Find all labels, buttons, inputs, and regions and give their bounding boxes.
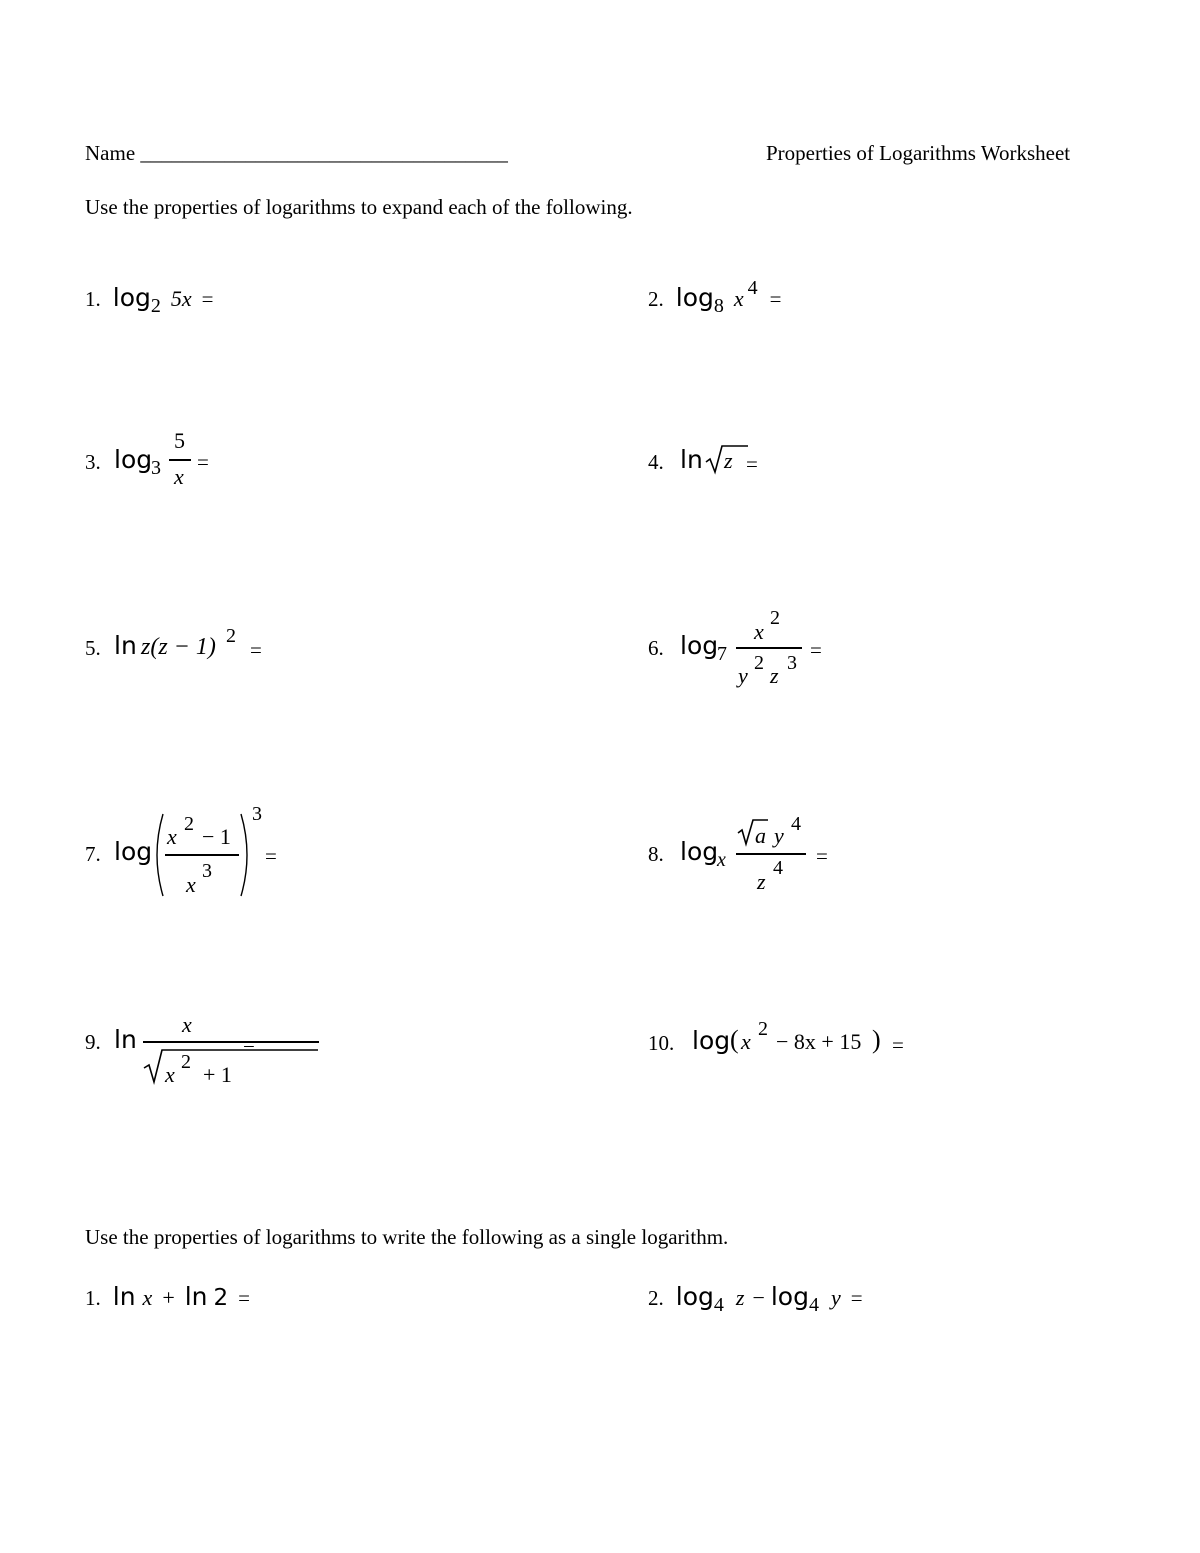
log-function: log [675, 283, 714, 312]
equals-sign: = [197, 450, 209, 474]
equals-sign: = [243, 1032, 255, 1056]
fraction-bar [736, 853, 806, 855]
log-function: log [680, 837, 719, 866]
fraction-bar [143, 1041, 319, 1043]
ln-function: ln [114, 631, 137, 660]
denominator-exp-2: 3 [787, 652, 797, 674]
radicand: z [724, 448, 733, 473]
radicand: a [755, 823, 766, 848]
fraction-denominator: x [174, 464, 184, 489]
left-paren-icon [149, 812, 165, 898]
worksheet-title: Properties of Logarithms Worksheet [766, 141, 1071, 165]
log-base: 2 [150, 295, 161, 317]
section1-instruction: Use the properties of logarithms to expand each of the following. [85, 195, 633, 219]
argument-1: x [142, 1285, 153, 1310]
log-base: 7 [717, 643, 727, 665]
problem-number: 9. [85, 1030, 101, 1054]
log-base-2: 4 [808, 1294, 819, 1316]
ln-function: ln [112, 1282, 136, 1311]
equals-sign: = [250, 638, 262, 662]
equals-sign: = [850, 1286, 863, 1310]
argument-rest: − 8x + 15 [776, 1029, 862, 1054]
log-function: log [692, 1026, 731, 1055]
radicand-exponent: 2 [181, 1051, 191, 1073]
denominator-y: y [738, 663, 748, 688]
equals-sign: = [810, 638, 822, 662]
log-argument: x [733, 286, 744, 311]
problem-8 [648, 810, 868, 900]
fraction-bar [736, 647, 802, 649]
log-function-2: log [770, 1282, 809, 1311]
ln-function: ln [680, 445, 703, 474]
numerator-rest: − 1 [202, 824, 231, 849]
denominator-exponent: 3 [202, 860, 212, 882]
log-base: 8 [713, 295, 724, 317]
problem-3 [85, 430, 285, 500]
log-function: log [114, 837, 153, 866]
denominator-exponent: 4 [773, 857, 783, 879]
problem-4 [648, 440, 848, 490]
fraction-denominator: z [757, 869, 766, 894]
name-label: Name [85, 141, 136, 165]
problem-1 [85, 283, 214, 317]
log-base-1: 4 [713, 1294, 724, 1316]
problem-number: 1. [85, 287, 101, 311]
problem-number: 4. [648, 450, 664, 474]
operator: − [752, 1285, 765, 1310]
fraction-denominator: x [186, 872, 196, 897]
problem-number: 8. [648, 842, 664, 866]
equals-sign: = [769, 287, 782, 311]
log-function: log [114, 445, 153, 474]
log-base: 3 [151, 457, 161, 479]
log-argument: z(z − 1) [141, 634, 216, 660]
numerator-exponent: 2 [184, 813, 194, 835]
exponent: 4 [747, 277, 758, 299]
problem-number: 5. [85, 636, 101, 660]
denominator-z: z [770, 663, 779, 688]
ln-function-2: ln [184, 1282, 208, 1311]
argument-1: z [735, 1285, 745, 1310]
radicand-rest: + 1 [203, 1062, 232, 1087]
equals-sign: = [265, 844, 277, 868]
equals-sign: = [746, 452, 758, 476]
fraction-numerator: 5 [174, 428, 185, 453]
log-function: log [680, 631, 719, 660]
numerator-exponent: 2 [770, 607, 780, 629]
problem-6 [648, 605, 868, 695]
problem-number: 3. [85, 450, 101, 474]
log-base: x [717, 849, 726, 871]
ln-function: ln [114, 1025, 137, 1054]
argument-2: y [830, 1285, 841, 1310]
log-argument: 5x [170, 286, 192, 311]
exponent: 2 [758, 1018, 768, 1040]
fraction-numerator: x [754, 619, 764, 644]
radicand-x: x [165, 1062, 175, 1087]
numerator-exponent: 4 [791, 813, 801, 835]
argument-x: x [741, 1029, 751, 1054]
section2-instruction: Use the properties of logarithms to write the following as a single logarithm. [85, 1225, 729, 1249]
numerator-y: y [774, 823, 784, 848]
fraction-bar [165, 854, 239, 856]
open-paren: ( [730, 1025, 739, 1054]
fraction-numerator-x: x [167, 824, 177, 849]
name-blank-line[interactable]: ___________________________________ [140, 141, 508, 165]
problem-2 [648, 277, 782, 317]
problem-number: 2. [648, 287, 664, 311]
equals-sign: = [201, 287, 214, 311]
equals-sign: = [238, 1286, 251, 1310]
fraction-bar [169, 459, 191, 461]
problem-number: 10. [648, 1031, 675, 1055]
equals-sign: = [892, 1033, 904, 1057]
outer-exponent: 3 [252, 803, 262, 825]
problem-number: 6. [648, 636, 664, 660]
operator: + [162, 1285, 175, 1310]
section2-problem-2 [648, 1282, 863, 1316]
denominator-exp-1: 2 [754, 652, 764, 674]
close-paren: ) [872, 1025, 881, 1054]
problem-7 [85, 800, 345, 910]
section2-problem-1 [85, 1284, 250, 1311]
problem-10 [648, 1018, 968, 1075]
log-function: log [112, 283, 151, 312]
argument-2: 2 [213, 1285, 229, 1311]
problem-number: 1. [85, 1286, 101, 1310]
name-field[interactable] [85, 143, 508, 164]
equals-sign: = [816, 844, 828, 868]
problem-number: 2. [648, 1286, 664, 1310]
fraction-numerator: x [182, 1012, 192, 1037]
log-function: log [675, 1282, 714, 1311]
problem-number: 7. [85, 842, 101, 866]
problem-5 [85, 625, 345, 678]
exponent: 2 [226, 625, 236, 647]
problem-9 [85, 1010, 345, 1100]
